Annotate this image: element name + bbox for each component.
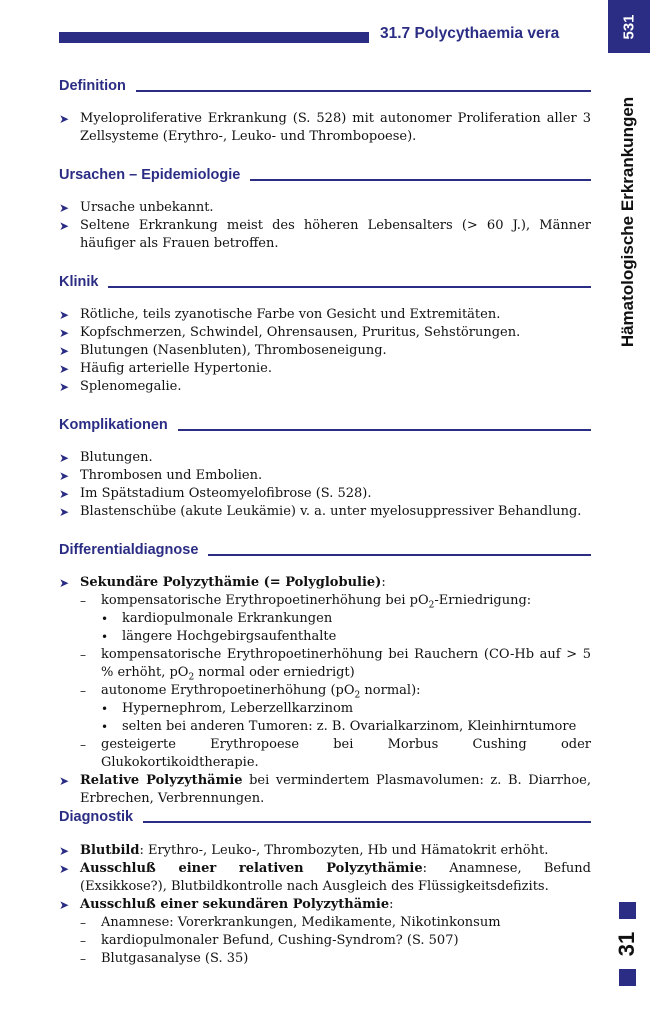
dash-item: – autonome Erythropoetinerhöhung ($pO_2$ normal): (80, 683, 421, 701)
dash-marker: – (80, 916, 86, 930)
list-item: ➤ Relative Polyzythämie bei vermindertem Plasmavolumen: z. B. Diarrhoe, Erbrechen, Verbrennungen. (59, 773, 591, 806)
header-bar (59, 32, 369, 43)
list-item: ➤ Rötliche, teils zyanotische Farbe von Gesicht und Extremitäten. (59, 307, 501, 322)
dash-item: – gesteigerte Erythropoese bei Morbus Cushing oder Glukokortikoidtherapie. (80, 737, 591, 770)
heading-rule (108, 286, 591, 288)
arrow-icon: ➤ (59, 362, 70, 376)
list-item: ➤ Blutbild: Erythro-, Leuko-, Thrombozyten, Hb und Hämatokrit erhöht. (59, 843, 549, 858)
dash-marker: – (80, 934, 86, 948)
running-head-title: 31.7 Polycythaemia vera (380, 25, 560, 42)
section-title: Definition (59, 78, 126, 94)
arrow-icon: ➤ (59, 844, 70, 858)
heading-rule (250, 179, 591, 181)
section-heading-differentialdiagnose (59, 542, 591, 558)
list-item: ➤ Blutungen. (59, 450, 153, 465)
dash-marker: – (80, 648, 86, 662)
bullet-item: • kardiopulmonale Erkrankungen (101, 611, 333, 626)
chapter-number: 31 (614, 931, 639, 957)
differentialdiagnose-list (59, 574, 591, 808)
section-heading-klinik (59, 274, 591, 290)
bullet-item: • längere Hochgebirgsaufenthalte (101, 629, 337, 644)
arrow-icon: ➤ (59, 505, 70, 519)
dash-item: – kompensatorische Erythropoetinerhöhung bei Rauchern (CO-Hb auf > 5 % erhöht, $pO_2$ normal oder erniedrigt) (80, 647, 591, 683)
arrow-icon: ➤ (59, 898, 70, 912)
bullet-item: • selten bei anderen Tumoren: z. B. Ovarialkarzinom, Kleinhirntumore (101, 719, 577, 734)
bullet-marker: • (101, 702, 109, 716)
dash-marker: – (80, 952, 86, 966)
list-item: ➤ Ursache unbekannt. (59, 200, 214, 215)
arrow-icon: ➤ (59, 219, 70, 233)
heading-rule (143, 821, 591, 823)
dash-item: – Anamnese: Vorerkrankungen, Medikamente, Nikotinkonsum (80, 915, 501, 930)
bullet-marker: • (101, 630, 109, 644)
arrow-icon: ➤ (59, 308, 70, 322)
dash-marker: – (80, 738, 86, 752)
arrow-icon: ➤ (59, 576, 70, 590)
arrow-icon: ➤ (59, 469, 70, 483)
chapter-side-title: Hämatologische Erkrankungen (618, 96, 637, 348)
section-title: Diagnostik (59, 809, 134, 825)
dash-marker: – (80, 684, 86, 698)
arrow-icon: ➤ (59, 344, 70, 358)
bullet-marker: • (101, 720, 109, 734)
heading-rule (136, 90, 591, 92)
list-item: ➤ Blastenschübe (akute Leukämie) v. a. unter myelosuppressiver Behandlung. (59, 504, 582, 519)
section-title: Klinik (59, 274, 99, 290)
dash-marker: – (80, 594, 86, 608)
section-heading-diagnostik (59, 809, 591, 825)
chapter-marker-square-top (619, 902, 636, 919)
ursachen-list (59, 199, 591, 253)
list-item: ➤ Ausschluß einer sekundären Polyzythämie: (59, 897, 394, 912)
bullet-item: • Hypernephrom, Leberzellkarzinom (101, 701, 354, 716)
chapter-marker-square-bottom (619, 969, 636, 986)
list-item: ➤ Blutungen (Nasenbluten), Thromboseneigung. (59, 343, 387, 358)
list-item: ➤ Sekundäre Polyzythämie (= Polyglobulie): (59, 575, 386, 590)
arrow-icon: ➤ (59, 326, 70, 340)
list-item: ➤ Splenomegalie. (59, 379, 182, 394)
heading-rule (208, 554, 591, 556)
dash-item: – kompensatorische Erythropoetinerhöhung bei $pO_2$-Erniedrigung: (80, 593, 532, 611)
diagnostik-list (59, 842, 591, 968)
list-item: ➤ Myeloproliferative Erkrankung (S. 528) mit autonomer Proliferation aller 3 Zellsysteme (Erythro-, Leuko- und Thrombopoese). (59, 111, 591, 144)
section-heading-komplikationen (59, 417, 591, 433)
list-item: ➤ Thrombosen und Embolien. (59, 468, 263, 483)
klinik-list (59, 306, 591, 396)
section-heading-definition (59, 78, 591, 94)
list-item: ➤ Kopfschmerzen, Schwindel, Ohrensausen, Pruritus, Sehstörungen. (59, 325, 521, 340)
bullet-marker: • (101, 612, 109, 626)
komplikationen-list (59, 449, 591, 521)
arrow-icon: ➤ (59, 201, 70, 215)
arrow-icon: ➤ (59, 380, 70, 394)
section-heading-ursachen (59, 167, 591, 183)
dash-item: – Blutgasanalyse (S. 35) (80, 951, 249, 966)
list-item: ➤ Im Spätstadium Osteomyelofibrose (S. 528). (59, 486, 372, 501)
section-title: Komplikationen (59, 417, 168, 433)
heading-rule (178, 429, 591, 431)
arrow-icon: ➤ (59, 451, 70, 465)
definition-list (59, 110, 591, 146)
dash-item: – kardiopulmonaler Befund, Cushing-Syndrom? (S. 507) (80, 933, 459, 948)
arrow-icon: ➤ (59, 862, 70, 876)
page-number: 531 (620, 14, 638, 40)
arrow-icon: ➤ (59, 774, 70, 788)
list-item: ➤ Häufig arterielle Hypertonie. (59, 361, 272, 376)
list-item: ➤ Ausschluß einer relativen Polyzythämie: Anamnese, Befund (Exsikkose?), Blutbildkontrolle nach Ausgleich des Flüssigkeitsdefizits. (59, 861, 591, 894)
arrow-icon: ➤ (59, 487, 70, 501)
list-item: ➤ Seltene Erkrankung meist des höheren Lebensalters (> 60 J.), Männer häufiger als Frauen betroffen. (59, 218, 591, 251)
section-title: Differentialdiagnose (59, 542, 199, 558)
section-title: Ursachen – Epidemiologie (59, 167, 241, 183)
arrow-icon: ➤ (59, 112, 70, 126)
